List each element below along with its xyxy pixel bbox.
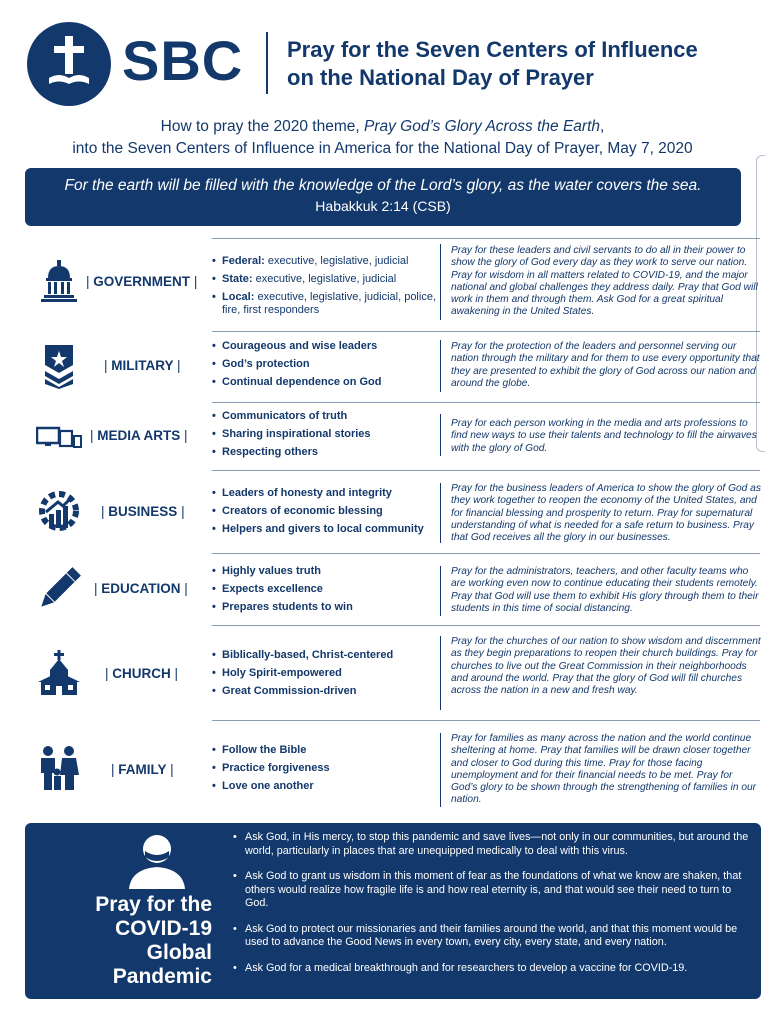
pencil-icon [36, 566, 82, 612]
list-item: • Leaders of honesty and integrity [212, 487, 437, 500]
media-arts-prayer: Pray for each person working in the media and arts professions to find new ways to use their talents and technology to fill the airwaves with the glory of God. [451, 418, 757, 454]
verse-banner [25, 168, 741, 226]
center-label-church: | CHURCH | [105, 666, 179, 681]
church-bullets [212, 649, 437, 703]
list-item: • Helpers and givers to local community [212, 523, 437, 536]
header [0, 0, 765, 110]
subtitle-line-2: into the Seven Centers of Influence in America for the National Day of Prayer, May 7, 2020 [72, 140, 693, 157]
military-bullets [212, 340, 437, 394]
column-divider [440, 244, 441, 320]
government-prayer: Pray for these leaders and civil servants to do all in their power to show the glory of God every day as they work to serve our nation. Pray for wisdom in all matters related to COVID-19, and the major national and global challenges they address daily. Pray that God will work in them and through them. Ask God for a great spiritual awakening in the United States. [451, 245, 758, 318]
business-prayer: Pray for the business leaders of America to show the glory of God as they work together to reopen the economy of the United States, and for financial blessing and prosperity to return. Pray for supernatural understanding of what is needed for a safe return to business. Pray that God receives all the glory in our businesses. [451, 483, 761, 544]
business-gear-icon [36, 488, 82, 534]
masked-person-icon [125, 833, 189, 889]
column-divider [440, 733, 441, 807]
covid-title-line: COVID-19 [115, 917, 212, 940]
list-item: • Federal: executive, legislative, judicial [212, 255, 437, 268]
covid-title-line: Global [146, 941, 212, 964]
column-divider [440, 566, 441, 616]
column-divider [440, 483, 441, 543]
education-prayer: Pray for the administrators, teachers, and other faculty teams who are working even now to continue educating their students remotely. Pray that God will use them to exhibit His glory through them to their students in this time of social distancing. [451, 566, 759, 614]
list-item: • Ask God, in His mercy, to stop this pandemic and save lives—not only in our communities, but around the world, particularly in places that are unequipped medically to deal with this virus. [233, 831, 753, 858]
list-item: • Prepares students to win [212, 601, 437, 614]
subtitle-suffix: , [600, 118, 605, 135]
list-item: • Highly values truth [212, 565, 437, 578]
title-line-2: on the National Day of Prayer [287, 65, 594, 90]
list-item: • Respecting others [212, 446, 437, 459]
list-item: • State: executive, legislative, judicial [212, 273, 437, 286]
list-item: • Ask God to grant us wisdom in this moment of fear as the foundations of what we know are shaken, that others would realize how fragile life is and how real eternity is, and that would see their need to turn to God. [233, 870, 753, 911]
business-bullets [212, 487, 437, 541]
family-icon [36, 745, 82, 791]
family-prayer: Pray for families as many across the nation and the world continue sheltering at home. Pray that families will be drawn closer together and closer to God during this time. Pray for those facing unemployment and for their financial needs to be met. Pray for God’s glory to be shown through the strengthening of families in our nation. [451, 733, 757, 806]
center-label-business: | BUSINESS | [101, 504, 185, 519]
subtitle-theme: Pray God’s Glory Across the Earth [363, 118, 601, 135]
list-item: • God’s protection [212, 358, 437, 371]
list-item: • Continual dependence on God [212, 376, 437, 389]
center-label-family: | FAMILY | [111, 762, 174, 777]
row-divider [212, 625, 760, 626]
column-divider [440, 636, 441, 710]
logo-divider [266, 32, 268, 94]
verse-reference: Habakkuk 2:14 (CSB) [315, 198, 451, 214]
family-bullets [212, 744, 437, 798]
list-item: • Great Commission-driven [212, 685, 437, 698]
sbc-logo-icon [27, 22, 111, 106]
media-arts-bullets [212, 410, 437, 464]
subtitle [0, 116, 765, 160]
row-divider [212, 553, 760, 554]
title-line-1: Pray for the Seven Centers of Influence [287, 37, 698, 62]
subtitle-prefix: How to pray the 2020 theme, [160, 118, 364, 135]
covid-title-line: Pray for the [95, 893, 212, 916]
row-divider [212, 470, 760, 471]
list-item: • Practice forgiveness [212, 762, 437, 775]
church-prayer: Pray for the churches of our nation to show wisdom and discernment as they begin preparations to reopen their church buildings. Pray for churches to live out the Great Commission in their neighborhoods and around the world. Pray that the glory of God will fill churches across the nation in a new and fresh way. [451, 636, 761, 697]
row-divider [212, 402, 760, 403]
list-item: • Sharing inspirational stories [212, 428, 437, 441]
row-divider [212, 720, 760, 721]
list-item: • Local: executive, legislative, judicial, police, fire, first responders [212, 291, 437, 317]
page-title [287, 36, 698, 92]
list-item: • Follow the Bible [212, 744, 437, 757]
logo-text: SBC [122, 29, 244, 92]
list-item: • Ask God to protect our missionaries and their families around the world, and that this moment would be used to advance the Good News in every town, every city, every state, and every nation. [233, 923, 753, 950]
list-item: • Love one another [212, 780, 437, 793]
list-item: • Holy Spirit-empowered [212, 667, 437, 680]
column-divider [440, 414, 441, 456]
list-item: • Expects excellence [212, 583, 437, 596]
list-item: • Biblically-based, Christ-centered [212, 649, 437, 662]
military-prayer: Pray for the protection of the leaders and personnel serving our nation through the military and for them to use every opportunity that they are presented to exhibit the glory of God across our nation and around the globe. [451, 341, 760, 389]
church-icon [36, 650, 82, 696]
column-divider [440, 340, 441, 392]
devices-icon [36, 414, 82, 460]
covid-title [70, 893, 212, 989]
education-bullets [212, 565, 437, 619]
subtitle-line-1 [0, 116, 765, 138]
row-divider [212, 238, 760, 239]
list-item: • Ask God for a medical breakthrough and for researchers to develop a vaccine for COVID-19. [233, 962, 753, 976]
covid-prayer-list [233, 831, 753, 987]
center-label-military: | MILITARY | [104, 358, 181, 373]
list-item: • Creators of economic blessing [212, 505, 437, 518]
covid-title-line: Pandemic [112, 965, 212, 988]
capitol-icon [36, 258, 82, 304]
military-badge-icon [36, 343, 82, 389]
list-item: • Courageous and wise leaders [212, 340, 437, 353]
list-item: • Communicators of truth [212, 410, 437, 423]
covid-prayer-panel [25, 823, 761, 999]
row-divider [212, 331, 760, 332]
center-label-government: | GOVERNMENT | [86, 274, 198, 289]
center-label-media-arts: | MEDIA ARTS | [90, 428, 188, 443]
center-label-education: | EDUCATION | [94, 581, 188, 596]
verse-text: For the earth will be filled with the knowledge of the Lord’s glory, as the water covers the sea. [64, 177, 702, 194]
government-bullets [212, 255, 437, 322]
